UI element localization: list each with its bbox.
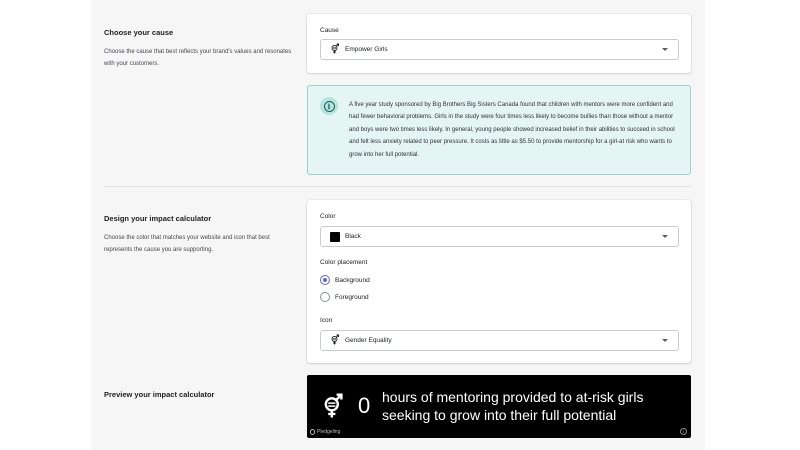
placement-option-label: Foreground — [335, 293, 369, 301]
calculator-section-description: Choose the color that matches your website and icon that best represents the cause you are supporting. — [104, 235, 270, 253]
cause-select-value: Empower Girls — [345, 46, 388, 53]
info-icon[interactable]: i — [680, 428, 687, 435]
pledgeling-brand — [310, 429, 340, 435]
cause-section-description: Choose the cause that best reflects your brand's values and resonates with your customers. — [104, 49, 292, 67]
icon-label: Icon — [320, 317, 333, 324]
color-swatch — [330, 232, 340, 242]
info-icon: i — [320, 97, 338, 115]
calculator-section-title: Design your impact calculator — [104, 214, 212, 223]
radio-button-selected[interactable] — [320, 275, 330, 285]
calculator-card — [307, 200, 691, 363]
placement-option-background[interactable] — [320, 275, 370, 285]
color-select[interactable] — [320, 226, 679, 247]
color-label: Color — [320, 213, 336, 220]
info-callout-text: A five year study sponsored by Big Brothers Big Sisters Canada found that children with mentors were more confident and had fewer behavioral problems. Girls in the study were four times less likely to become bullies than those without a mentor and boys were two times less likely. In general, young people showed increased belief in their abilities to succeed in school and felt less anxiety related to peer pressure. It costs as little as $5.50 to provide mentorship for a girl-at risk who wants to grow into her full potential. — [349, 102, 675, 158]
gender-symbol-icon — [330, 41, 340, 59]
color-placement-label: Color placement — [320, 259, 368, 266]
impact-count: 0 — [358, 393, 371, 418]
cause-card — [307, 14, 691, 73]
icon-select-value: Gender Equality — [345, 337, 392, 344]
gender-symbol-icon — [330, 332, 340, 350]
section-divider — [104, 186, 691, 187]
cause-section-title: Choose your cause — [104, 28, 174, 37]
gender-symbol-icon — [321, 392, 345, 424]
preview-section-title: Preview your impact calculator — [104, 390, 215, 399]
impact-message: hours of mentoring provided to at-risk girls seeking to grow into their full potential — [382, 389, 644, 423]
color-select-value: Black — [345, 233, 361, 240]
placement-option-label: Background — [335, 276, 370, 284]
impact-calculator-preview — [307, 375, 691, 438]
radio-button[interactable] — [320, 292, 330, 302]
pledgeling-logo-icon — [310, 429, 315, 435]
cause-label: Cause — [320, 27, 339, 34]
cause-select[interactable] — [320, 39, 679, 60]
chevron-down-icon — [662, 339, 668, 342]
info-callout — [307, 85, 691, 175]
chevron-down-icon — [662, 235, 668, 238]
icon-select[interactable] — [320, 330, 679, 351]
brand-label: Pledgeling — [317, 429, 341, 435]
chevron-down-icon — [662, 48, 668, 51]
placement-option-foreground[interactable] — [320, 292, 369, 302]
